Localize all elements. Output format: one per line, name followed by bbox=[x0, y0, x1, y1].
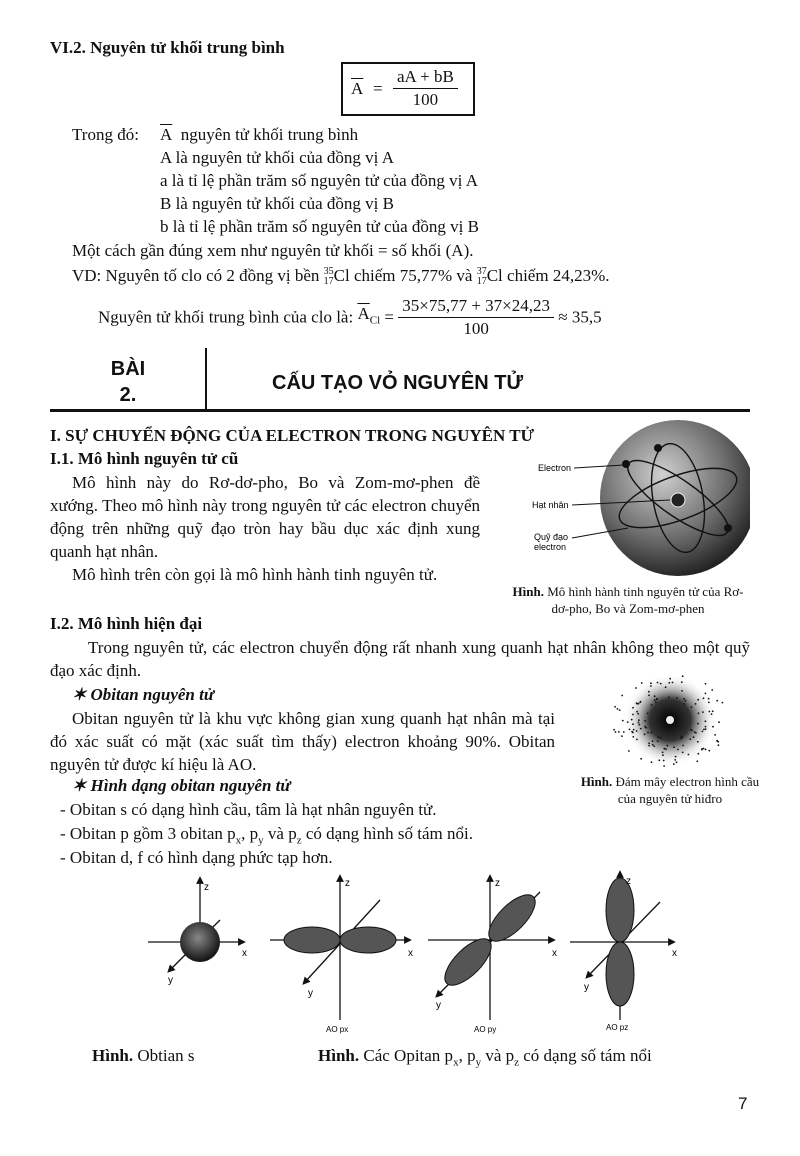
example-line: VD: Nguyên tố clo có 2 đồng vị bền 35 17 Cl chiếm 75,77% và 37 17 Cl chiếm 24,23%. bbox=[72, 266, 610, 288]
cloud-dot bbox=[708, 702, 710, 704]
cloud-dot bbox=[641, 682, 643, 684]
cloud-dot bbox=[629, 729, 631, 731]
cloud-dot bbox=[655, 701, 657, 703]
svg-text:x: x bbox=[672, 948, 677, 959]
lesson-divider-horizontal bbox=[50, 409, 750, 412]
cloud-dot bbox=[662, 752, 664, 754]
cloud-dot bbox=[698, 712, 700, 714]
cloud-dot bbox=[676, 761, 678, 763]
cloud-dot bbox=[697, 723, 699, 725]
orbital-px bbox=[270, 878, 413, 1034]
cloud-dot bbox=[668, 696, 670, 698]
cloud-dot bbox=[658, 759, 660, 761]
bullet-obitan-p: - Obitan p gồm 3 obitan $p_x$, $p_y$ và $p_z$ có dạng hình số tám nổi. bbox=[60, 824, 473, 847]
star-heading-obitan: ✶ Obitan nguyên tử bbox=[72, 685, 215, 704]
orbital-s bbox=[148, 880, 247, 986]
cloud-dot bbox=[663, 765, 665, 767]
cloud-dot bbox=[708, 698, 710, 700]
svg-text:y: y bbox=[168, 975, 173, 986]
cloud-dot bbox=[645, 727, 647, 729]
cloud-dot bbox=[631, 719, 633, 721]
cloud-dot bbox=[714, 734, 716, 736]
cloud-dot bbox=[621, 735, 623, 737]
cloud-dot bbox=[691, 730, 693, 732]
paragraph-old-model: Mô hình này do Rơ-dơ-pho, Bo và Zom-mơ-phen đề xướng. Theo mô hình này trong nguyên tử các electron chuyển động trên những quỹ đạo tròn hay bầu dục xác định xung quanh hạt nhân. bbox=[50, 473, 480, 561]
bullet-obitan-s: - Obitan s có dạng hình cầu, tâm là hạt nhân nguyên tử. bbox=[60, 800, 437, 819]
cloud-dot bbox=[648, 691, 650, 693]
section-heading-vi2: VI.2. Nguyên tử khối trung bình bbox=[50, 38, 285, 57]
cloud-dot bbox=[621, 695, 623, 697]
cloud-dot bbox=[685, 700, 687, 702]
cloud-dot bbox=[708, 750, 710, 752]
subsection-heading-i1: I.1. Mô hình nguyên tử cũ bbox=[50, 449, 239, 468]
cloud-dot bbox=[653, 745, 655, 747]
cloud-dot bbox=[695, 732, 697, 734]
svg-text:z: z bbox=[204, 882, 209, 893]
page-number: 7 bbox=[738, 1094, 748, 1113]
bullet-obitan-df: - Obitan d, f có hình dạng phức tạp hơn. bbox=[60, 848, 333, 867]
cloud-dot bbox=[657, 682, 659, 684]
svg-text:y: y bbox=[584, 982, 589, 993]
cloud-dot bbox=[682, 675, 684, 677]
fig1-label-orbit: electron bbox=[534, 542, 567, 552]
cloud-dot bbox=[627, 721, 629, 723]
cloud-dot bbox=[619, 709, 621, 711]
cloud-dot bbox=[638, 722, 640, 724]
svg-text:y: y bbox=[308, 988, 313, 999]
cloud-dot bbox=[636, 730, 638, 732]
cloud-dot bbox=[650, 682, 652, 684]
paragraph-modern-model: Trong nguyên tử, các electron chuyển động rất nhanh xung quanh hạt nhân không theo một quỹ đạo xác định. bbox=[50, 638, 750, 680]
cloud-dot bbox=[712, 710, 714, 712]
cloud-dot bbox=[681, 690, 683, 692]
avg-fraction: $\frac{35\times 75,77 + 37\times 24,23}{100}$ bbox=[398, 295, 554, 340]
cloud-dot bbox=[638, 719, 640, 721]
cloud-dot bbox=[656, 698, 658, 700]
cloud-dot bbox=[636, 739, 638, 741]
cloud-dot bbox=[614, 706, 616, 708]
label-ao-px: AO px bbox=[326, 1025, 349, 1034]
formula-eq: = bbox=[373, 79, 383, 98]
cloud-dot bbox=[697, 741, 699, 743]
figure-caption-cloud: Hình. Đám mây electron hình cầu của nguyên tử hiđro bbox=[580, 774, 760, 806]
figure-caption-planetary: Hình. Mô hình hành tinh nguyên tử của Rơ-dơ-pho, Bo và Zom-mơ-phen bbox=[512, 584, 744, 616]
cloud-dot bbox=[696, 760, 698, 762]
cloud-dot bbox=[618, 731, 620, 733]
cloud-dot bbox=[682, 752, 684, 754]
cloud-dot bbox=[660, 737, 662, 739]
cloud-dot bbox=[613, 729, 615, 731]
cloud-dot bbox=[648, 745, 650, 747]
cloud-dot bbox=[628, 750, 630, 752]
cloud-dot bbox=[674, 759, 676, 761]
cloud-dot bbox=[712, 726, 714, 728]
cloud-dot bbox=[709, 711, 711, 713]
cloud-dot bbox=[663, 760, 665, 762]
cloud-dot bbox=[682, 745, 684, 747]
fig1-label-orbit: Quỹ đạo bbox=[534, 532, 569, 542]
cloud-dot bbox=[705, 693, 707, 695]
cloud-dot bbox=[632, 723, 634, 725]
cloud-dot bbox=[711, 689, 713, 691]
lesson-label: BÀI 2. bbox=[110, 358, 146, 406]
caption-obitan-p: Hình. Các Opitan $p_x$, $p_y$ và $p_z$ có dạng số tám nổi bbox=[318, 1046, 652, 1069]
cloud-dot bbox=[635, 687, 637, 689]
cloud-dot bbox=[668, 682, 670, 684]
cloud-dot bbox=[705, 728, 707, 730]
svg-text:x: x bbox=[552, 948, 557, 959]
cloud-dot bbox=[637, 713, 639, 715]
where-item-avg: $\overline{A}$ nguyên tử khối trung bình bbox=[160, 125, 359, 144]
cloud-dot bbox=[703, 697, 705, 699]
formula-fraction: $\frac{aA + bB}{100}$ bbox=[393, 66, 458, 111]
label-ao-pz: AO pz bbox=[606, 1023, 629, 1032]
cloud-dot bbox=[666, 745, 668, 747]
cloud-dot bbox=[702, 731, 704, 733]
cloud-dot bbox=[632, 736, 634, 738]
cloud-dot bbox=[703, 729, 705, 731]
cloud-dot bbox=[654, 695, 656, 697]
cloud-dot bbox=[654, 699, 656, 701]
cloud-dot bbox=[705, 683, 707, 685]
cloud-dot bbox=[633, 729, 635, 731]
cloud-dot bbox=[718, 721, 720, 723]
def-line: a là tỉ lệ phần trăm số nguyên tử của đồng vị A bbox=[160, 171, 478, 190]
cloud-dot bbox=[617, 708, 619, 710]
caption-obitan-s: Hình. Obtian s bbox=[92, 1046, 195, 1065]
formula-box bbox=[341, 62, 475, 116]
cloud-dot bbox=[711, 713, 713, 715]
cloud-dot bbox=[650, 685, 652, 687]
cloud-dot bbox=[662, 754, 664, 756]
cloud-dot bbox=[673, 746, 675, 748]
cloud-dot bbox=[639, 724, 641, 726]
cloud-dot bbox=[677, 749, 679, 751]
lesson-divider-vertical bbox=[205, 348, 207, 410]
def-line: b là tỉ lệ phần trăm số nguyên tử của đồng vị B bbox=[160, 217, 479, 236]
cloud-dot bbox=[636, 702, 638, 704]
cloud-dot bbox=[689, 738, 691, 740]
cloud-dot bbox=[636, 711, 638, 713]
orbital-pz bbox=[570, 874, 677, 1032]
paragraph-obitan: Obitan nguyên tử là khu vực không gian xung quanh hạt nhân mà tại đó xác suất có mặt (xác suất tìm thấy) electron khoảng 90%. Obitan nguyên tử được kí hiệu là AO. bbox=[50, 709, 555, 774]
cloud-dot bbox=[705, 726, 707, 728]
fig1-label-nucleus: Hạt nhân bbox=[532, 500, 569, 510]
cloud-dot bbox=[688, 754, 690, 756]
svg-text:z: z bbox=[345, 878, 350, 889]
planetary-atom-figure bbox=[528, 418, 750, 580]
cloud-dot bbox=[716, 740, 718, 742]
cloud-dot bbox=[640, 758, 642, 760]
cloud-dot bbox=[651, 761, 653, 763]
cloud-dot bbox=[632, 714, 634, 716]
cloud-dot bbox=[722, 702, 724, 704]
svg-text:x: x bbox=[242, 948, 247, 959]
cloud-dot bbox=[640, 728, 642, 730]
svg-text:z: z bbox=[495, 878, 500, 889]
cloud-dot bbox=[716, 700, 718, 702]
cloud-dot bbox=[695, 703, 697, 705]
cloud-dot bbox=[651, 704, 653, 706]
cloud-dot bbox=[615, 731, 617, 733]
cloud-dot bbox=[639, 701, 641, 703]
lesson-title: CẤU TẠO VỎ NGUYÊN TỬ bbox=[272, 372, 524, 394]
cloud-dot bbox=[718, 744, 720, 746]
paragraph-planet-model: Mô hình trên còn gọi là mô hình hành tinh nguyên tử. bbox=[72, 565, 438, 584]
cloud-dot bbox=[648, 694, 650, 696]
cloud-dot bbox=[658, 736, 660, 738]
svg-text:y: y bbox=[436, 1000, 441, 1011]
cloud-dot bbox=[672, 682, 674, 684]
cloud-dot bbox=[652, 744, 654, 746]
cloud-dot bbox=[652, 740, 654, 742]
subsection-heading-i2: I.2. Mô hình hiện đại bbox=[50, 614, 203, 633]
cloud-dot bbox=[648, 742, 650, 744]
svg-text:x: x bbox=[408, 948, 413, 959]
cloud-dot bbox=[665, 686, 667, 688]
avg-calc-line: Nguyên tử khối trung bình của clo là: $\overline{A}_{Cl}$ = $\frac{35\times 75,77 + 37\times 24,23}{100}$ ≈ 35,5 bbox=[98, 296, 602, 338]
cloud-dot bbox=[705, 749, 707, 751]
cloud-dot bbox=[693, 736, 695, 738]
cloud-dot bbox=[651, 732, 653, 734]
cloud-dot bbox=[697, 699, 699, 701]
cloud-dot bbox=[676, 697, 678, 699]
cloud-dot bbox=[675, 756, 677, 758]
cloud-dot bbox=[623, 731, 625, 733]
def-line: A là nguyên tử khối của đồng vị A bbox=[160, 148, 394, 167]
orbital-py bbox=[428, 878, 557, 1034]
cloud-dot bbox=[665, 748, 667, 750]
cloud-dot bbox=[647, 732, 649, 734]
svg-text:z: z bbox=[626, 876, 631, 887]
cloud-dot bbox=[683, 698, 685, 700]
orbital-shapes-figure bbox=[140, 870, 680, 1040]
cloud-dot bbox=[673, 763, 675, 765]
cloud-dot bbox=[644, 733, 646, 735]
label-ao-py: AO py bbox=[474, 1025, 497, 1034]
section-heading-i: I. SỰ CHUYỂN ĐỘNG CỦA ELECTRON TRONG NGUYÊN TỬ bbox=[50, 426, 535, 445]
electron-cloud-figure bbox=[610, 672, 730, 772]
fig1-label-electron: Electron bbox=[538, 463, 572, 473]
approx-note: Một cách gần đúng xem như nguyên tử khối = số khối (A). bbox=[72, 241, 474, 260]
cloud-dot bbox=[701, 748, 703, 750]
cloud-dot bbox=[702, 711, 704, 713]
cloud-dot bbox=[663, 748, 665, 750]
cloud-dot bbox=[691, 706, 693, 708]
cloud-dot bbox=[681, 681, 683, 683]
cloud-dot bbox=[644, 720, 646, 722]
cloud-dot bbox=[681, 736, 683, 738]
cloud-dot bbox=[657, 740, 659, 742]
formula-lhs: $\overline{A}$ bbox=[351, 79, 364, 98]
where-label: Trong đó: bbox=[72, 125, 139, 144]
cloud-dot bbox=[632, 707, 634, 709]
cloud-dot bbox=[632, 732, 634, 734]
cloud-dot bbox=[705, 720, 707, 722]
cloud-dot bbox=[697, 753, 699, 755]
cloud-dot bbox=[660, 683, 662, 685]
def-line: B là nguyên tử khối của đồng vị B bbox=[160, 194, 394, 213]
star-heading-shape: ✶ Hình dạng obitan nguyên tử bbox=[72, 776, 291, 795]
cloud-dot bbox=[622, 720, 624, 722]
cloud-dot bbox=[683, 703, 685, 705]
cloud-dot bbox=[669, 678, 671, 680]
cloud-dot bbox=[647, 713, 649, 715]
